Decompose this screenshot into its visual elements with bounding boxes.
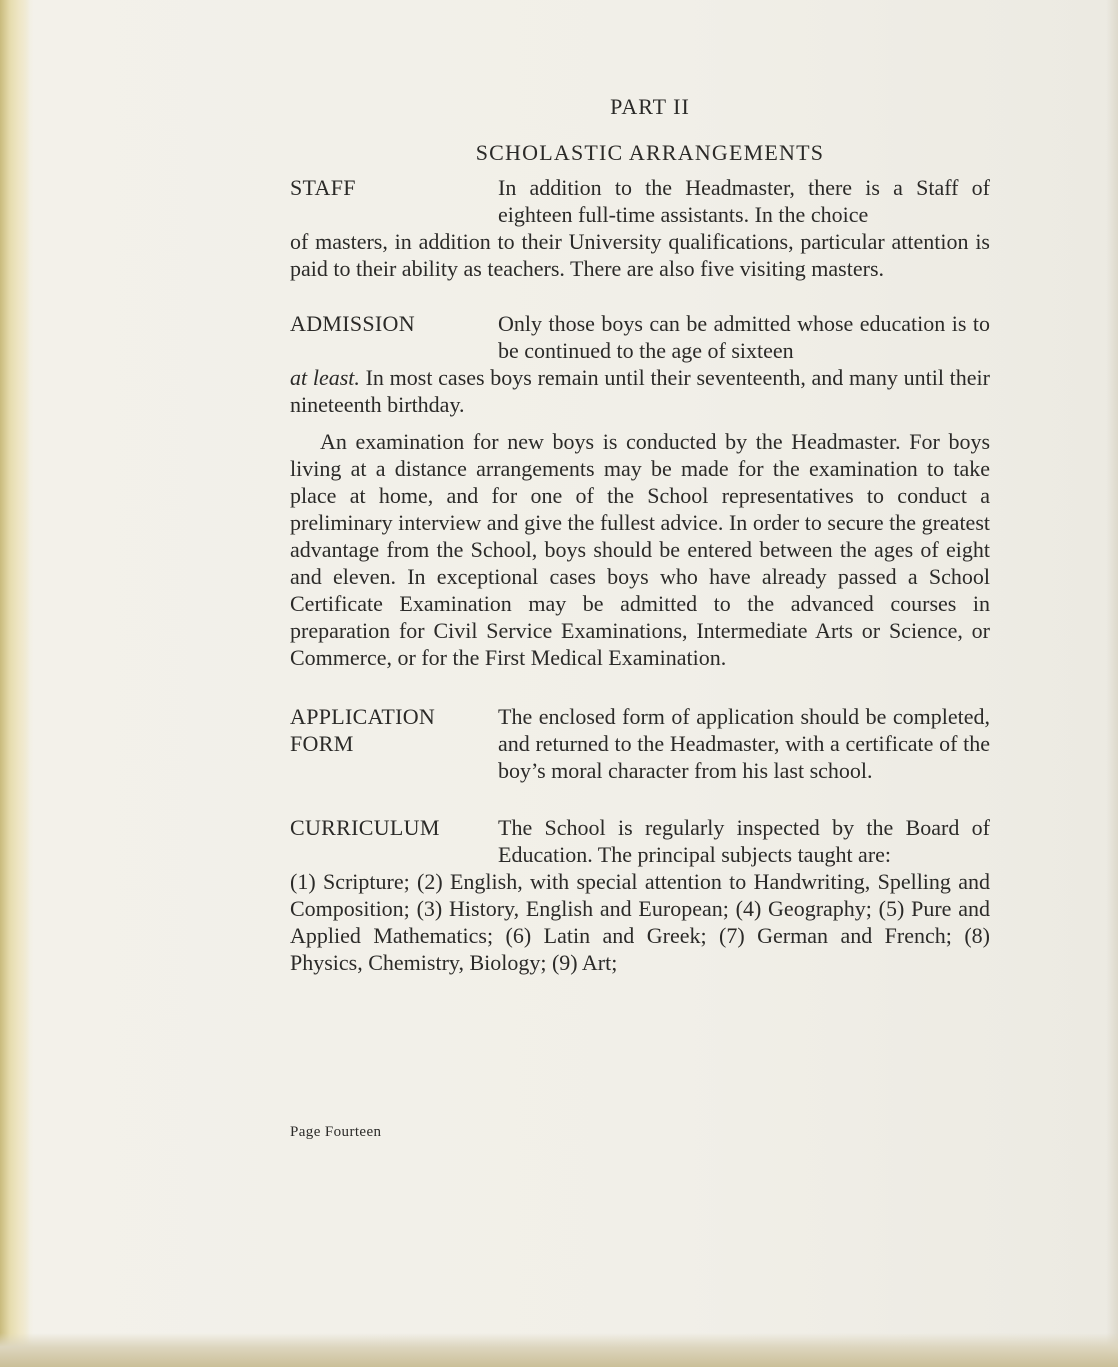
admission-text [290, 364, 990, 418]
application-text: The enclosed form of application should be completed, and returned to the Headmaster, with a certificate of the boy’s moral character from his last school. [498, 704, 990, 783]
curriculum-section [290, 814, 990, 976]
staff-section [290, 174, 990, 282]
admission-paragraph-2: An examination for new boys is conducted by the Headmaster. For boys living at a distance arrangements may be made for the examination to take place at home, and for one of the School representatives to conduct a preliminary interview and give the fullest advice. In order to secure the greatest advantage from the School, boys should be entered between the ages of eight and eleven. In exceptional cases boys who have already passed a School Certificate Examination may be admitted to the advanced courses in preparation for Civil Service Examinations, Intermediate Arts or Science, or Commerce, or for the First Medical Examination. [290, 429, 990, 670]
staff-label: STAFF [290, 175, 356, 200]
page-bottom-edge [0, 1333, 1118, 1367]
curriculum-label: CURRICULUM [290, 815, 440, 840]
admission-section [290, 310, 990, 671]
admission-text-rest: In most cases boys remain until their seventeenth, and many until their nineteenth birthday. [290, 365, 990, 417]
application-section [290, 703, 990, 784]
admission-emphasis: at least. [290, 365, 360, 390]
curriculum-text: (1) Scripture; (2) English, with special attention to Handwriting, Spelling and Composition; (3) History, English and European; (4) Geography; (5) Pure and Applied Mathematics; (6) Latin and Greek; (7) German and French; (8) Physics, Chemistry, Biology; (9) Art; [290, 869, 990, 975]
application-label [290, 703, 498, 784]
section-title: SCHOLASTIC ARRANGEMENTS [475, 140, 825, 165]
page-number-footer: Page Fourteen [290, 1124, 382, 1140]
staff-lead-text: In addition to the Headmaster, there is a Staff of eighteen full-time assistants. In the choice [498, 175, 990, 227]
part-heading: PART II [610, 94, 690, 119]
staff-text: of masters, in addition to their University qualifications, particular attention is paid to their ability as teachers. There are also five visiting masters. [290, 229, 990, 281]
curriculum-lead-text: The School is regularly inspected by the Board of Education. The principal subjects taught are: [498, 815, 990, 867]
page-content [290, 94, 990, 976]
application-label-line2: FORM [290, 731, 354, 756]
page-binding-edge [0, 0, 30, 1367]
admission-label: ADMISSION [290, 311, 415, 336]
application-label-line1: APPLICATION [290, 704, 436, 729]
page-right-edge [1106, 0, 1118, 1367]
admission-lead-text: Only those boys can be admitted whose education is to be continued to the age of sixteen [498, 311, 990, 363]
